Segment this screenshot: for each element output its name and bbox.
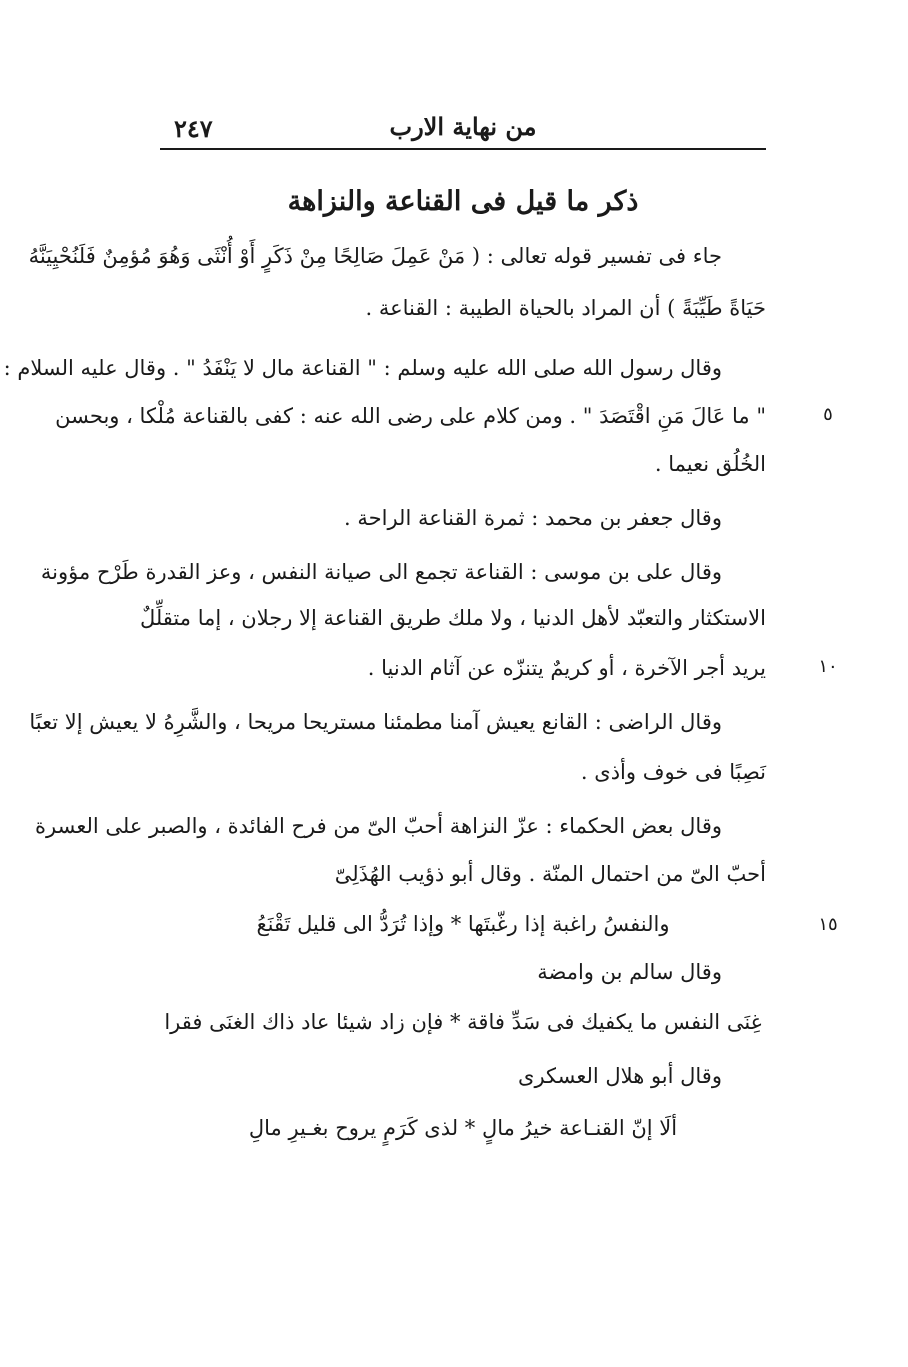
text-line: وقال على بن موسى : القناعة تجمع الى صيانة النفس ، وعز القدرة طَرْح مؤونة (40, 560, 722, 584)
text-line: جاء فى تفسير قوله تعالى : ( مَنْ عَمِلَ صَالِحًا مِنْ ذَكَرٍ أَوْ أُنْثَى وَهُوَ مُؤمِنٌ فَلَنُحْيِيَنَّهُ (28, 244, 722, 268)
text-line: وقال سالم بن وامضة (537, 960, 722, 984)
text-line: أحبّ الىّ من احتمال المنّة . وقال أبو ذؤيب الهُذَلِىّ (334, 862, 766, 886)
page-number: ٢٤٧ (174, 114, 213, 143)
text-line: يريد أجر الآخرة ، أو كريمٌ يتنزّه عن آثام الدنيا . (367, 656, 766, 680)
text-line: وقال جعفر بن محمد : ثمرة القناعة الراحة . (344, 506, 722, 530)
page-header (160, 108, 766, 148)
verse-line: والنفسُ راغبة إذا رغّبتَها * وإذا تُرَدُّ الى قليل تَقْنَعُ (256, 912, 670, 936)
line-number-margin: ١٥ (818, 914, 838, 935)
text-line: وقال أبو هلال العسكرى (518, 1064, 722, 1088)
verse-line: ألَا إنّ القنـاعة خيرُ مالٍ * لذى كَرَمٍ يروح بغـيرِ مالِ (248, 1116, 678, 1140)
text-line: وقال بعض الحكماء : عزّ النزاهة أحبّ الىّ من فرح الفائدة ، والصبر على العسرة (35, 814, 722, 838)
text-line: وقال الراضى : القانع يعيش آمنا مطمئنا مستريحا مريحا ، والشَّرِهُ لا يعيش إلا تعبًا (29, 710, 722, 734)
text-line: حَيَاةً طَيِّبَةً ) أن المراد بالحياة الطيبة : القناعة . (365, 296, 766, 320)
text-line: " ما عَالَ مَنِ اقْتَصَدَ " . ومن كلام على رضى الله عنه : كفى بالقناعة مُلْكا ، وبحسن (55, 404, 766, 428)
line-number-margin: ٥ (823, 404, 833, 425)
section-title: ذكر ما قيل فى القناعة والنزاهة (287, 186, 639, 217)
text-line: الخُلُق نعيما . (654, 452, 766, 476)
text-line: نَصِبًا فى خوف وأذى . (580, 760, 766, 784)
running-title: من نهاية الارب (389, 112, 537, 141)
line-number-margin: ١٠ (818, 656, 838, 677)
verse-line: غِنَى النفس ما يكفيك فى سَدِّ فاقة * فإن زاد شيئا عاد ذاك الغنَى فقرا (164, 1010, 762, 1034)
header-rule (160, 148, 766, 150)
text-line: وقال رسول الله صلى الله عليه وسلم : " القناعة مال لا يَنْفَدُ " . وقال عليه السلام : (3, 356, 722, 380)
text-line: الاستكثار والتعبّد لأهل الدنيا ، ولا ملك طريق القناعة إلا رجلان ، إما متقلِّلٌ (139, 606, 766, 630)
